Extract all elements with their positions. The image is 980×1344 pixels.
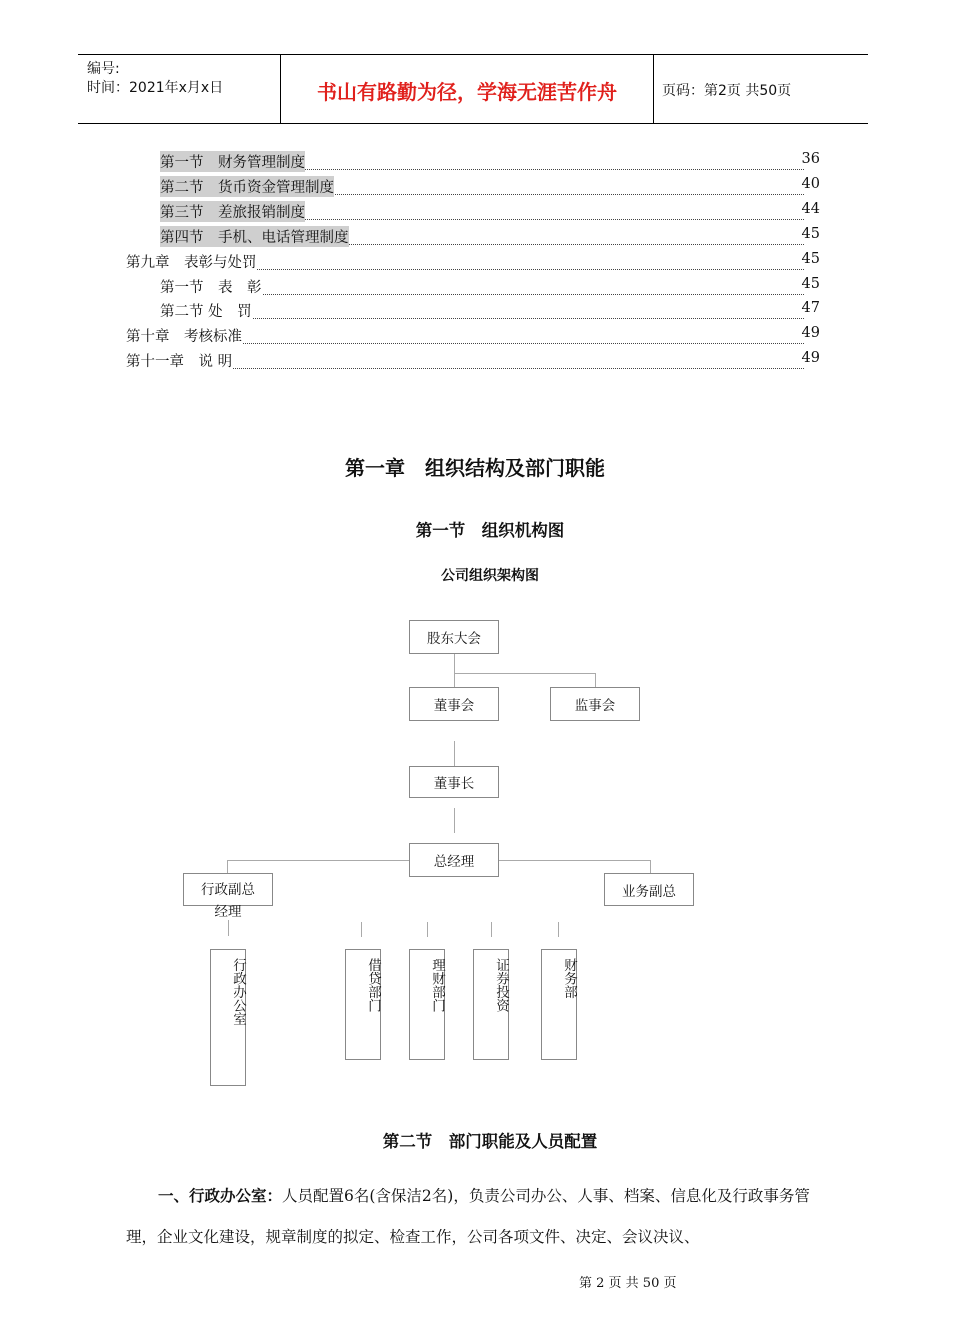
- org-chart-caption: 公司组织架构图: [441, 568, 539, 584]
- org-dept-label: 证券投资: [493, 958, 509, 1012]
- toc-entry-page: 49: [801, 325, 820, 341]
- toc-entry[interactable]: [0, 300, 950, 322]
- toc-entry-page: 36: [801, 151, 820, 167]
- header-right-cell: [652, 55, 868, 123]
- toc-entry-page: 49: [801, 350, 820, 366]
- header-left-cell: [78, 55, 280, 123]
- org-dept-label: 借贷部门: [365, 958, 381, 1012]
- toc-entry[interactable]: [0, 201, 950, 223]
- toc-entry-title: 第四节 手机、电话管理制度: [160, 226, 349, 247]
- toc-entry[interactable]: [0, 226, 950, 248]
- toc-entry-page: 44: [801, 201, 820, 217]
- org-node-general-manager: 总经理: [409, 843, 499, 877]
- header-page-info: 页码：第2页 共50页: [662, 83, 792, 99]
- org-node-business-vp: 业务副总: [604, 873, 694, 906]
- toc-entry-title: 第一节 财务管理制度: [160, 151, 305, 172]
- org-node-admin-vp-label: 行政副总经理: [201, 882, 255, 920]
- org-node-chairman: 董事长: [409, 766, 499, 798]
- toc-entry[interactable]: [0, 176, 950, 198]
- org-node-board: 董事会: [409, 687, 499, 721]
- document-number-label: 编号:: [87, 61, 120, 77]
- org-dept-label: 财务部: [561, 958, 577, 999]
- toc-entry[interactable]: [0, 276, 950, 298]
- org-node-admin-vp: [183, 873, 273, 920]
- toc-entry-title: 第十一章 说 明: [126, 350, 232, 371]
- toc-entry-page: 45: [801, 226, 820, 242]
- org-node-supervisors: 监事会: [550, 687, 640, 721]
- toc-entry-page: 47: [801, 300, 820, 316]
- document-time-label: 时间：2021年x月x日: [87, 80, 224, 96]
- section-2-title: 第二节 部门职能及人员配置: [382, 1132, 598, 1151]
- header-motto-cell: [280, 55, 654, 123]
- org-dept-securities: [473, 949, 509, 1060]
- org-dept-finance: [541, 949, 577, 1060]
- body-paragraph: [126, 1176, 826, 1258]
- toc-entry[interactable]: [0, 251, 950, 273]
- toc-entry[interactable]: [0, 350, 950, 372]
- toc-entry-title: 第二节 货币资金管理制度: [160, 176, 334, 197]
- org-dept-lending: [345, 949, 381, 1060]
- toc-entry[interactable]: [0, 325, 950, 347]
- org-dept-wealth-management: [409, 949, 445, 1060]
- toc-entry-page: 40: [801, 176, 820, 192]
- org-dept-admin-office: [210, 949, 246, 1086]
- org-dept-label: 行政办公室: [230, 958, 246, 1026]
- page-footer: 第 2 页 共 50 页: [579, 1276, 677, 1291]
- toc-entry[interactable]: [0, 151, 950, 173]
- org-dept-label: 理财部门: [429, 958, 445, 1012]
- toc-entry-title: 第三节 差旅报销制度: [160, 201, 305, 222]
- toc-entry-title: 第十章 考核标准: [126, 325, 242, 346]
- toc-entry-page: 45: [801, 276, 820, 292]
- paragraph-lead: 一、行政办公室：: [158, 1187, 283, 1205]
- org-node-shareholders: 股东大会: [409, 620, 499, 654]
- chapter-title: 第一章 组织结构及部门职能: [345, 456, 605, 480]
- page-header: [78, 54, 868, 124]
- toc-leader-dots: [160, 300, 804, 319]
- paragraph-text: 人员配置6名(含保洁2名)，负责公司办公、人事、档案、信息化及行政事务管理，企业文化建设，规章制度的拟定、检查工作，公司各项文件、决定、会议决议、: [126, 1187, 810, 1246]
- toc-entry-title: 第九章 表彰与处罚: [126, 251, 257, 272]
- toc-entry-title: 第一节 表 彰: [160, 276, 262, 297]
- toc-entry-page: 45: [801, 251, 820, 267]
- header-motto: 书山有路勤为径，学海无涯苦作舟: [317, 80, 617, 104]
- toc-entry-title: 第二节 处 罚: [160, 300, 252, 321]
- section-1-title: 第一节 组织机构图: [415, 521, 565, 540]
